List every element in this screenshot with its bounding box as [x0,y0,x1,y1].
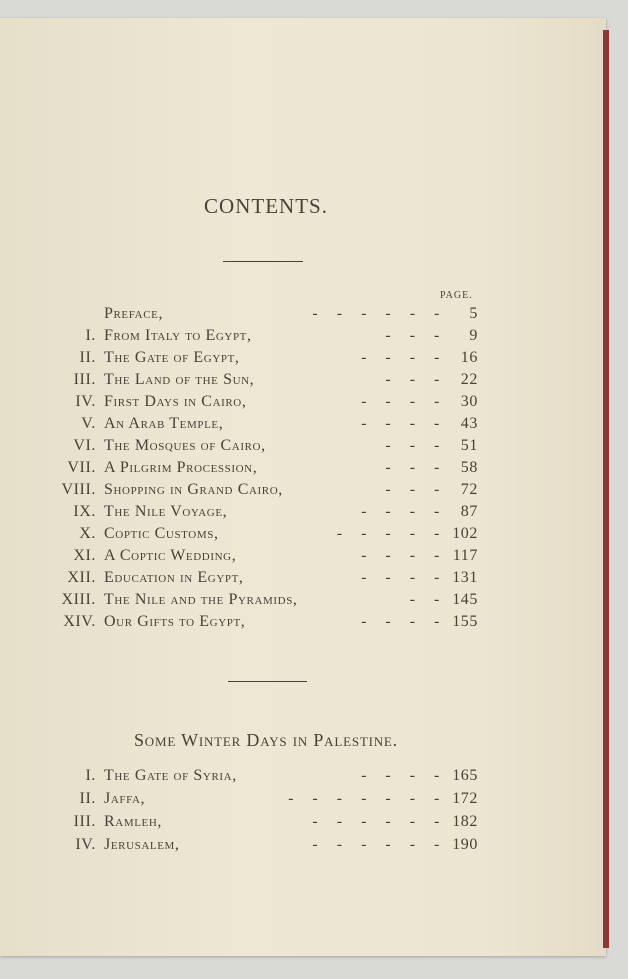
section-heading: Some Winter Days in Palestine. [134,730,398,750]
chapter-number: XII. [67,569,96,586]
page-number: 165 [452,767,478,784]
contents-entry [0,437,480,459]
leader-dots: - - - - [361,415,440,432]
chapter-number: II. [79,790,96,807]
chapter-title: Education in Egypt, [104,569,244,586]
leader-dots: - - - - - - [312,305,440,322]
leader-dots: - - - - [361,393,440,410]
leader-dots: - - - [385,481,440,498]
page-number: 58 [460,459,478,476]
contents-entry [0,525,480,547]
leader-dots: - - - [385,459,440,476]
page-column-label: PAGE. [440,290,473,301]
page-number: 51 [460,437,478,454]
page-number: 117 [452,547,478,564]
contents-entry [0,813,480,835]
leader-dots: - - - - [361,349,440,366]
leader-dots: - - - [385,437,440,454]
chapter-number: X. [79,525,96,542]
chapter-number: VIII. [61,481,96,498]
chapter-number: V. [81,415,96,432]
chapter-number: XI. [73,547,96,564]
contents-entry [0,613,480,635]
contents-entry [0,547,480,569]
chapter-title: First Days in Cairo, [104,393,247,410]
leader-dots: - - - [385,371,440,388]
chapter-number: IV. [75,836,96,853]
chapter-title: An Arab Temple, [104,415,224,432]
chapter-number: IV. [75,393,96,410]
divider [223,261,303,262]
page-number: 43 [460,415,478,432]
contents-entry [0,591,480,613]
chapter-number: I. [85,767,96,784]
page-number: 172 [452,790,478,807]
chapter-title: The Nile and the Pyramids, [104,591,298,608]
page-number: 190 [452,836,478,853]
contents-entry [0,349,480,371]
chapter-title: Coptic Customs, [104,525,219,542]
leader-dots: - - - [385,327,440,344]
chapter-title: Preface, [104,305,164,322]
chapter-title: Our Gifts to Egypt, [104,613,246,630]
page-number: 131 [452,569,478,586]
leader-dots: - - - - [361,613,440,630]
chapter-title: From Italy to Egypt, [104,327,252,344]
contents-entry [0,459,480,481]
chapter-title: The Land of the Sun, [104,371,255,388]
page-number: 5 [469,305,478,322]
contents-entry [0,415,480,437]
contents-entry [0,393,480,415]
contents-entry [0,836,480,858]
chapter-title: Ramleh, [104,813,162,830]
chapter-title: Jerusalem, [104,836,180,853]
chapter-title: The Gate of Syria, [104,767,237,784]
contents-entry [0,481,480,503]
page-edge [603,30,609,948]
chapter-title: The Mosques of Cairo, [104,437,266,454]
divider [228,681,307,682]
chapter-number: XIV. [63,613,96,630]
chapter-number: III. [73,813,96,830]
chapter-number: VII. [67,459,96,476]
leader-dots: - - - - [361,503,440,520]
page-number: 155 [452,613,478,630]
chapter-number: II. [79,349,96,366]
leader-dots: - - - - [361,569,440,586]
page-number: 30 [460,393,478,410]
leader-dots: - - - - [361,547,440,564]
chapter-number: XIII. [61,591,96,608]
page-number: 16 [460,349,478,366]
page-number: 72 [460,481,478,498]
chapter-number: III. [73,371,96,388]
contents-entry [0,327,480,349]
chapter-title: Jaffa, [104,790,146,807]
chapter-title: Shopping in Grand Cairo, [104,481,283,498]
page-number: 9 [469,327,478,344]
page-number: 22 [460,371,478,388]
contents-entry [0,305,480,327]
leader-dots: - - [409,591,440,608]
chapter-title: A Coptic Wedding, [104,547,237,564]
leader-dots: - - - - [361,767,440,784]
leader-dots: - - - - - - [312,836,440,853]
contents-entry [0,503,480,525]
page-number: 87 [460,503,478,520]
contents-heading: CONTENTS. [204,194,328,218]
page-number: 145 [452,591,478,608]
page-number: 182 [452,813,478,830]
leader-dots: - - - - - - - [288,790,440,807]
page-number: 102 [452,525,478,542]
leader-dots: - - - - - - [312,813,440,830]
contents-entry [0,371,480,393]
chapter-title: A Pilgrim Procession, [104,459,258,476]
contents-entry [0,569,480,591]
chapter-title: The Nile Voyage, [104,503,228,520]
chapter-number: VI. [73,437,96,454]
contents-entry [0,767,480,789]
leader-dots: - - - - - [336,525,440,542]
chapter-title: The Gate of Egypt, [104,349,240,366]
chapter-number: I. [85,327,96,344]
chapter-number: IX. [73,503,96,520]
contents-entry [0,790,480,812]
